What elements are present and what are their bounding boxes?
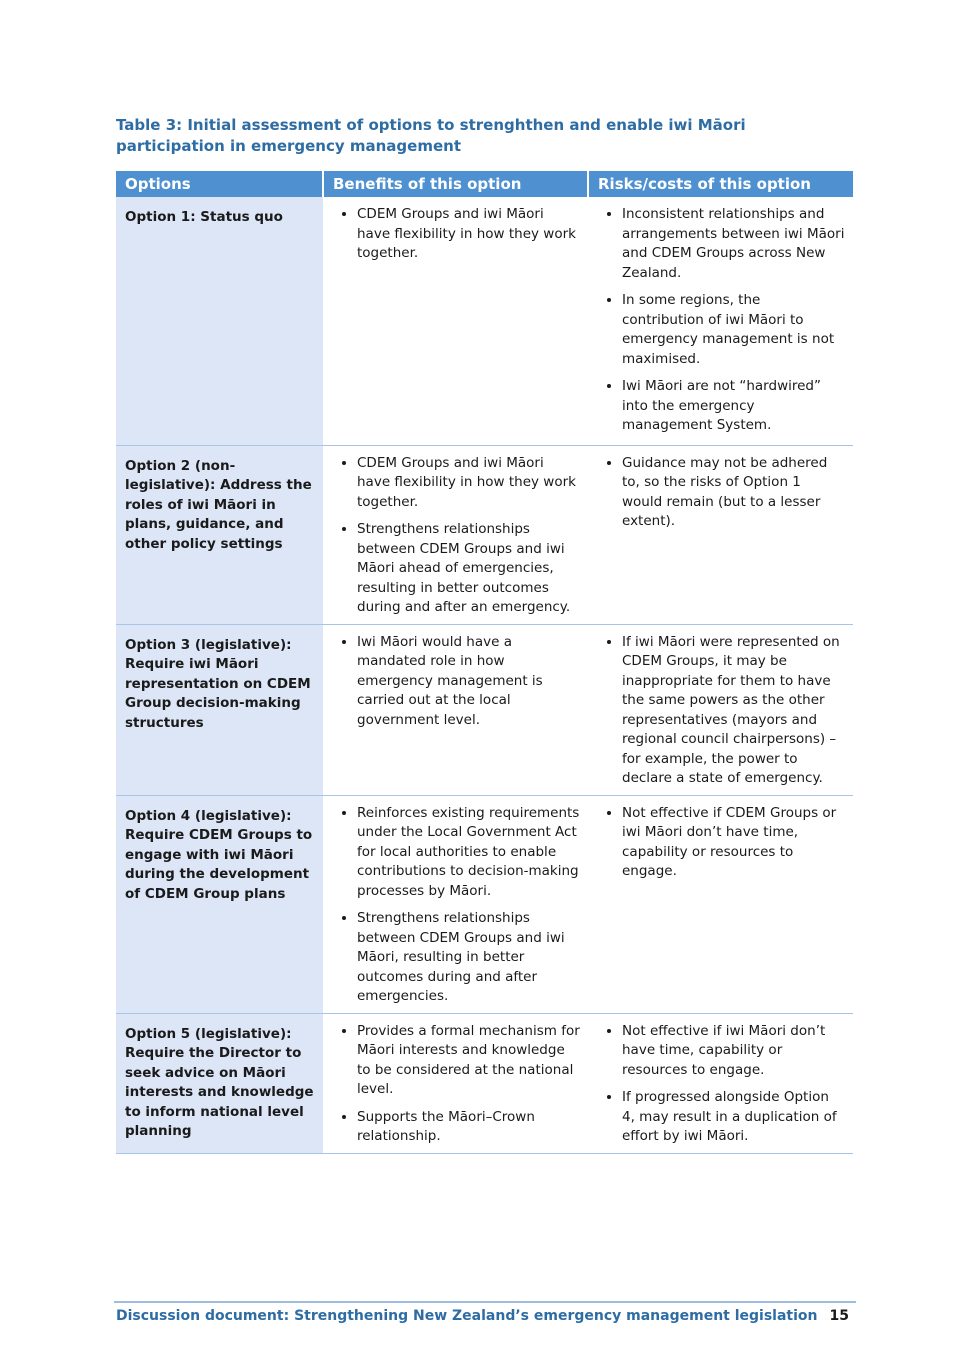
footer-title: Discussion document: Strengthening New Zealand’s emergency management legislation [116, 1308, 818, 1324]
options-table [116, 171, 853, 1154]
option-cell: Option 1: Status quo [116, 197, 323, 445]
header-risks: Risks/costs of this option [588, 171, 853, 197]
risk-item: • Not effective if CDEM Groups or iwi Māori don’t have time, capability or resources to engage. [622, 804, 845, 882]
table-row [116, 1013, 853, 1153]
risks-cell [588, 445, 853, 624]
risks-cell [588, 1013, 853, 1153]
table-row [116, 197, 853, 445]
risk-item: • Iwi Māori are not “hardwired” into the emergency management System. [622, 377, 845, 436]
benefit-item: • Strengthens relationships between CDEM Groups and iwi Māori ahead of emergencies, resulting in better outcomes during and after an emergency. [357, 520, 580, 618]
benefit-item: • Provides a formal mechanism for Māori interests and knowledge to be considered at the national level. [357, 1022, 580, 1100]
benefits-cell [323, 1013, 588, 1153]
benefit-item: • CDEM Groups and iwi Māori have flexibility in how they work together. [357, 205, 580, 264]
footer-divider [114, 1301, 856, 1303]
option-cell: Option 2 (non-legislative): Address the roles of iwi Māori in plans, guidance, and other policy settings [116, 445, 323, 624]
risk-item: • In some regions, the contribution of iwi Māori to emergency management is not maximised. [622, 291, 845, 369]
risk-item: • Guidance may not be adhered to, so the risks of Option 1 would remain (but to a lesser extent). [622, 454, 845, 532]
table-header-row [116, 171, 853, 197]
option-cell: Option 4 (legislative): Require CDEM Groups to engage with iwi Māori during the development of CDEM Group plans [116, 795, 323, 1013]
benefit-item: • Iwi Māori would have a mandated role in how emergency management is carried out at the local government level. [357, 633, 580, 731]
risks-cell [588, 197, 853, 445]
table-row [116, 445, 853, 624]
benefit-item: • Reinforces existing requirements under the Local Government Act for local authorities to enable contributions to decision-making processes by Māori. [357, 804, 580, 902]
header-benefits: Benefits of this option [323, 171, 588, 197]
table-row [116, 624, 853, 795]
risk-item: • Not effective if iwi Māori don’t have time, capability or resources to engage. [622, 1022, 845, 1081]
option-cell: Option 3 (legislative): Require iwi Māori representation on CDEM Group decision-making structures [116, 624, 323, 795]
benefits-cell [323, 624, 588, 795]
benefits-cell [323, 795, 588, 1013]
benefit-item: • CDEM Groups and iwi Māori have flexibility in how they work together. [357, 454, 580, 513]
risk-item: • Inconsistent relationships and arrangements between iwi Māori and CDEM Groups across New Zealand. [622, 205, 845, 283]
risk-item: • If iwi Māori were represented on CDEM Groups, it may be inappropriate for them to have the same powers as the other representatives (mayors and regional council chairpersons) – for example, the power to declare a state of emergency. [622, 633, 845, 789]
table-row [116, 795, 853, 1013]
benefits-cell [323, 445, 588, 624]
page-number: 15 [829, 1308, 849, 1324]
risk-item: • If progressed alongside Option 4, may result in a duplication of effort by iwi Māori. [622, 1088, 845, 1147]
header-options: Options [116, 171, 323, 197]
benefits-cell [323, 197, 588, 445]
option-cell: Option 5 (legislative): Require the Director to seek advice on Māori interests and knowledge to inform national level planning [116, 1013, 323, 1153]
benefit-item: • Strengthens relationships between CDEM Groups and iwi Māori, resulting in better outcomes during and after emergencies. [357, 909, 580, 1007]
risks-cell [588, 795, 853, 1013]
table-caption: Table 3: Initial assessment of options to strenghthen and enable iwi Māori participation in emergency management [116, 116, 746, 155]
benefit-item: • Supports the Māori–Crown relationship. [357, 1108, 580, 1147]
risks-cell [588, 624, 853, 795]
